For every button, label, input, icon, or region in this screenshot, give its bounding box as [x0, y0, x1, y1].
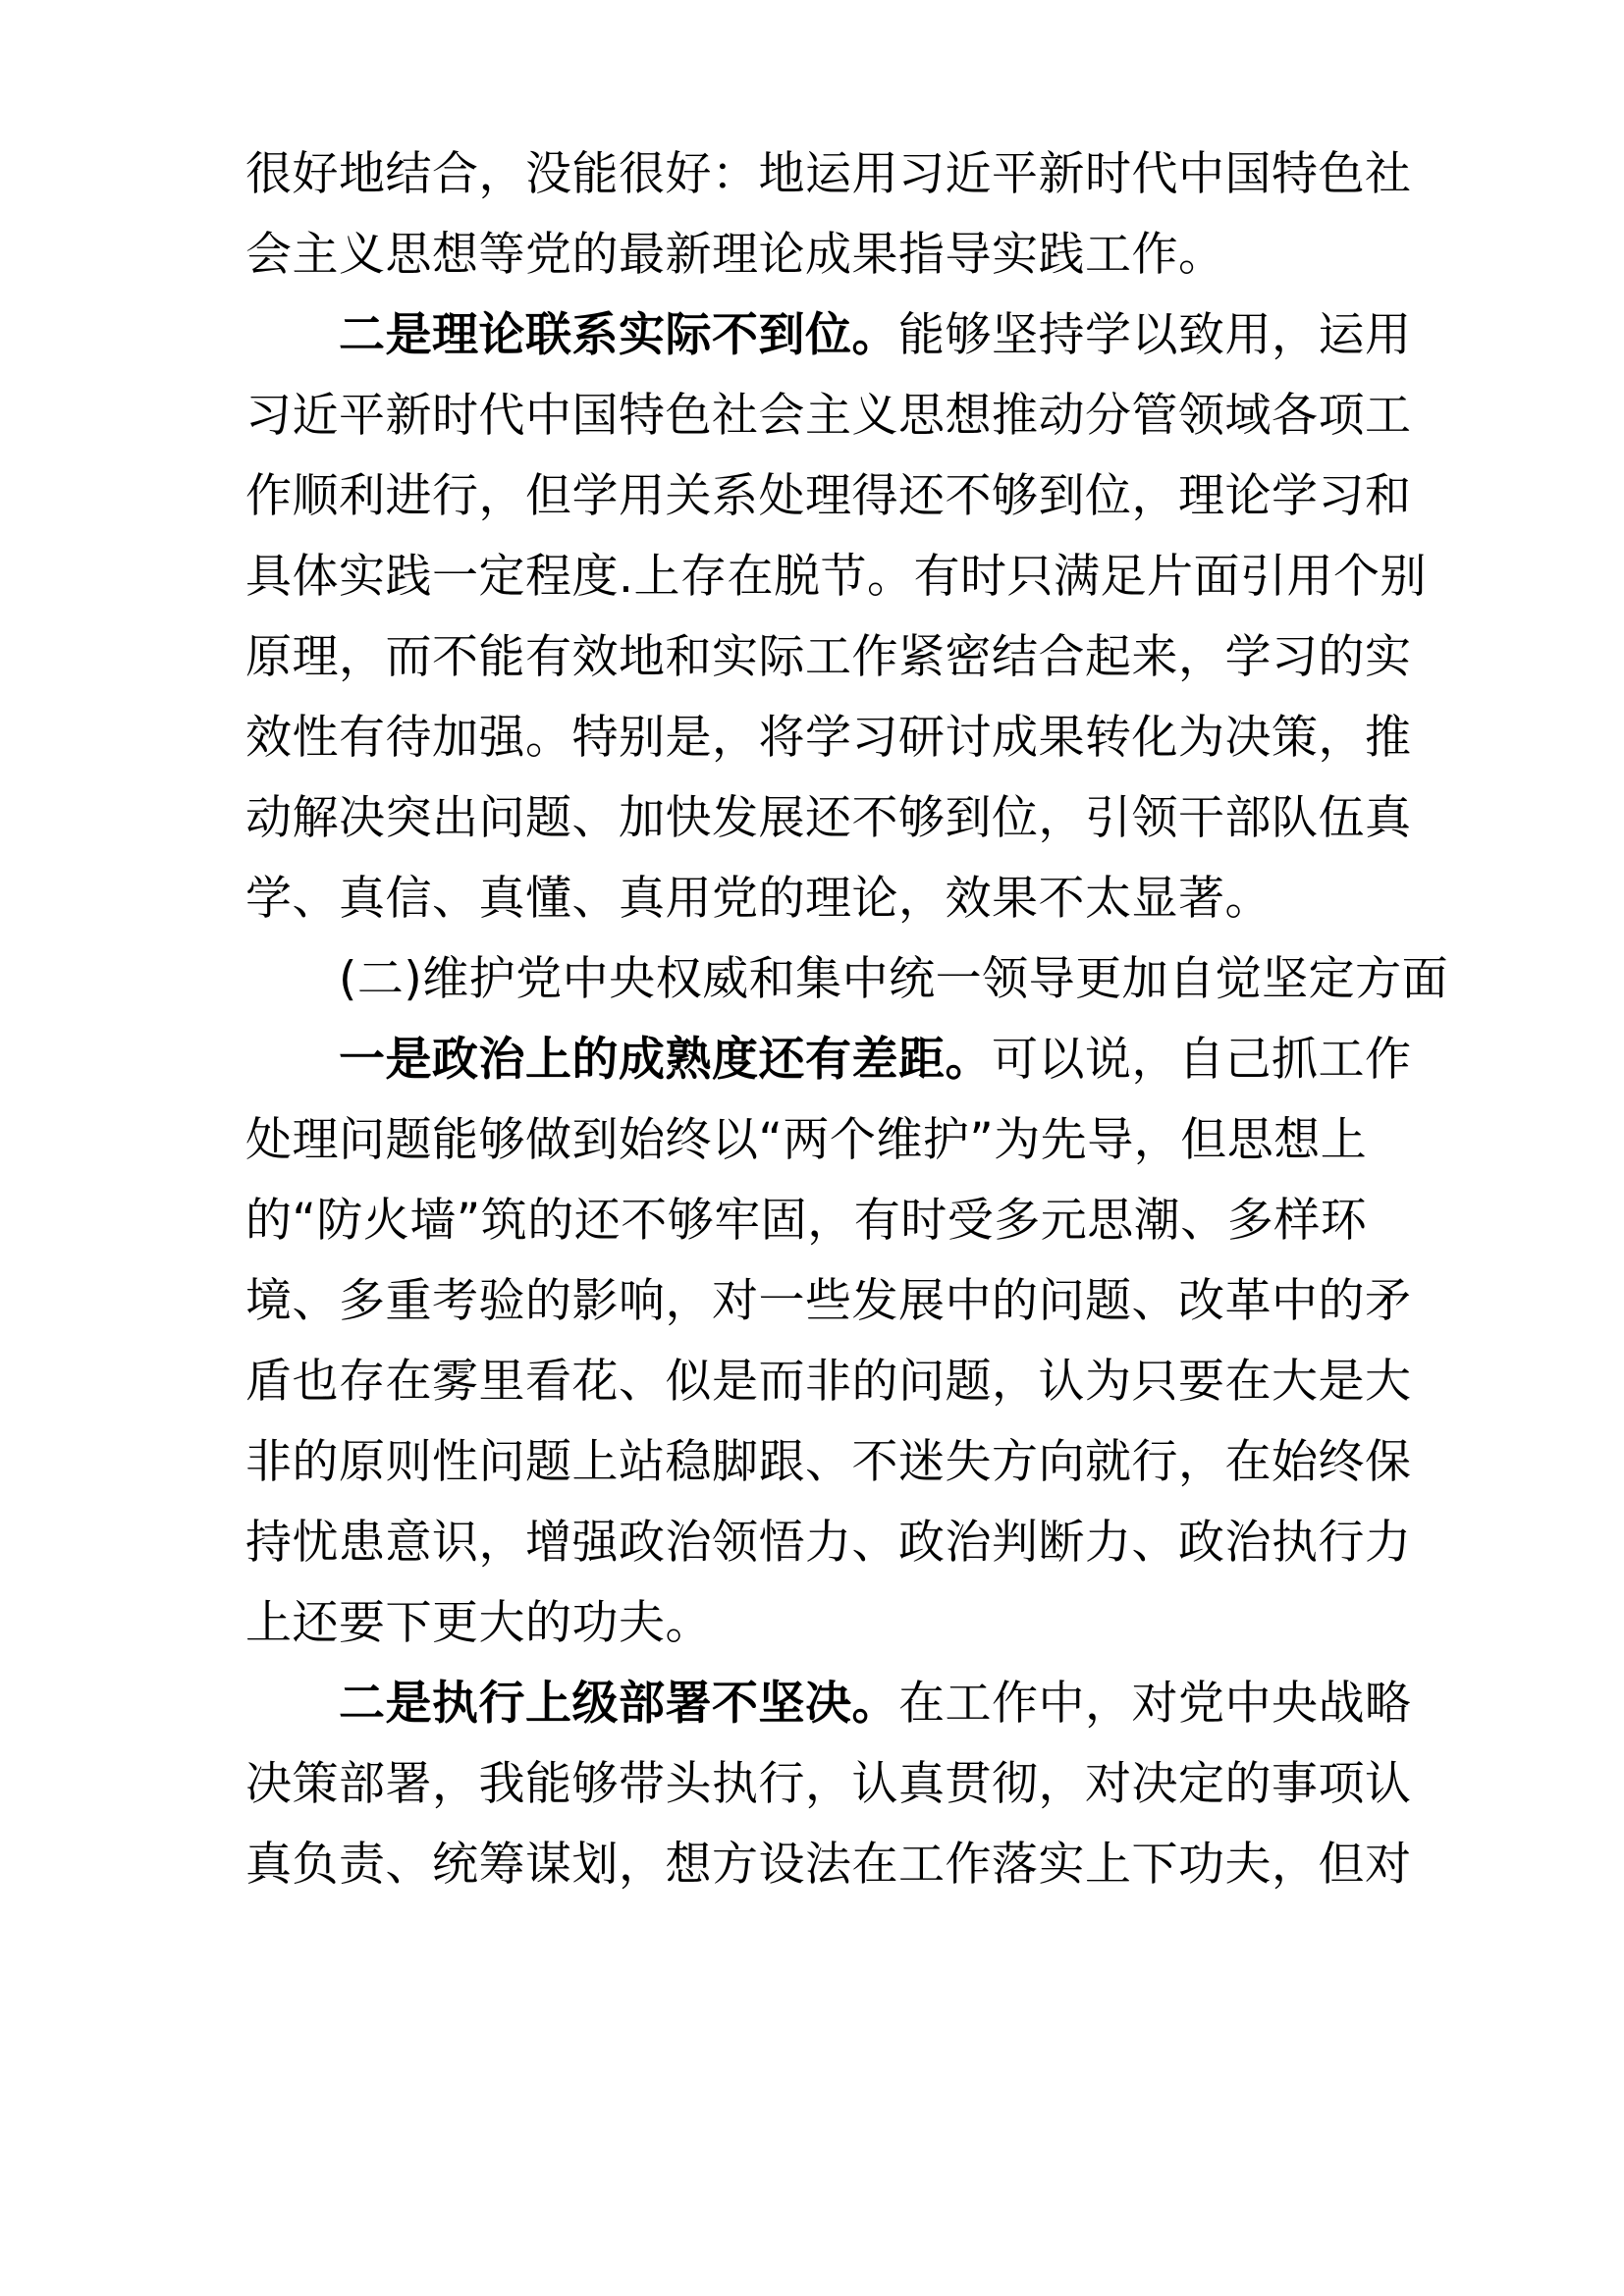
text-line: 在工作中，对党中央战略 — [898, 1677, 1412, 1731]
text-line: 很好地结合，没能很好：地运用习近平新时代中国特色社 — [245, 147, 1412, 201]
heading-execution: 二是执行上级部署不坚决。 — [339, 1677, 898, 1731]
text-line: 动解决突出问题、加快发展还不够到位，引领干部队伍真 — [245, 791, 1412, 845]
text-line: 能够坚持学以致用，运用 — [898, 308, 1412, 362]
text-line: 可以说，自己抓工作 — [992, 1033, 1412, 1087]
text-line: 盾也存在雾里看花、似是而非的问题，认为只要在大是大 — [245, 1355, 1412, 1409]
heading-theory-practice: 二是理论联系实际不到位。 — [339, 308, 898, 362]
text-line: 作顺利进行，但学用关系处理得还不够到位，理论学习和 — [245, 469, 1412, 523]
text-line: 会主义思想等党的最新理论成果指导实践工作。 — [245, 228, 1225, 282]
text-line: 的“防火墙”筑的还不够牢固，有时受多元思潮、多样环 — [245, 1194, 1368, 1248]
text-line: 具体实践一定程度.上存在脱节。有时只满足片面引用个别 — [245, 550, 1427, 604]
text-line: 真负责、统筹谋划，想方设法在工作落实上下功夫，但对 — [245, 1838, 1412, 1892]
text-line: 习近平新时代中国特色社会主义思想推动分管领域各项工 — [245, 389, 1412, 443]
heading-political-maturity: 一是政治上的成熟度还有差距。 — [339, 1033, 992, 1087]
text-line: 上还要下更大的功夫。 — [245, 1596, 712, 1650]
text-line: 学、真信、真懂、真用党的理论，效果不太显著。 — [245, 872, 1272, 926]
text-line: 决策部署，我能够带头执行，认真贯彻，对决定的事项认 — [245, 1757, 1412, 1811]
text-line: 原理，而不能有效地和实际工作紧密结合起来，学习的实 — [245, 630, 1412, 684]
text-line: 持忧患意识，增强政治领悟力、政治判断力、政治执行力 — [245, 1516, 1412, 1570]
text-line: 境、多重考验的影响，对一些发展中的问题、改革中的矛 — [245, 1274, 1412, 1328]
section-heading-two: (二)维护党中央权威和集中统一领导更加自觉坚定方面 — [339, 952, 1449, 1006]
text-line: 非的原则性问题上站稳脚跟、不迷失方向就行，在始终保 — [245, 1435, 1412, 1489]
text-line: 效性有待加强。特别是，将学习研讨成果转化为决策，推 — [245, 711, 1412, 765]
text-line: 处理问题能够做到始终以“两个维护”为先导，但思想上 — [245, 1113, 1368, 1167]
